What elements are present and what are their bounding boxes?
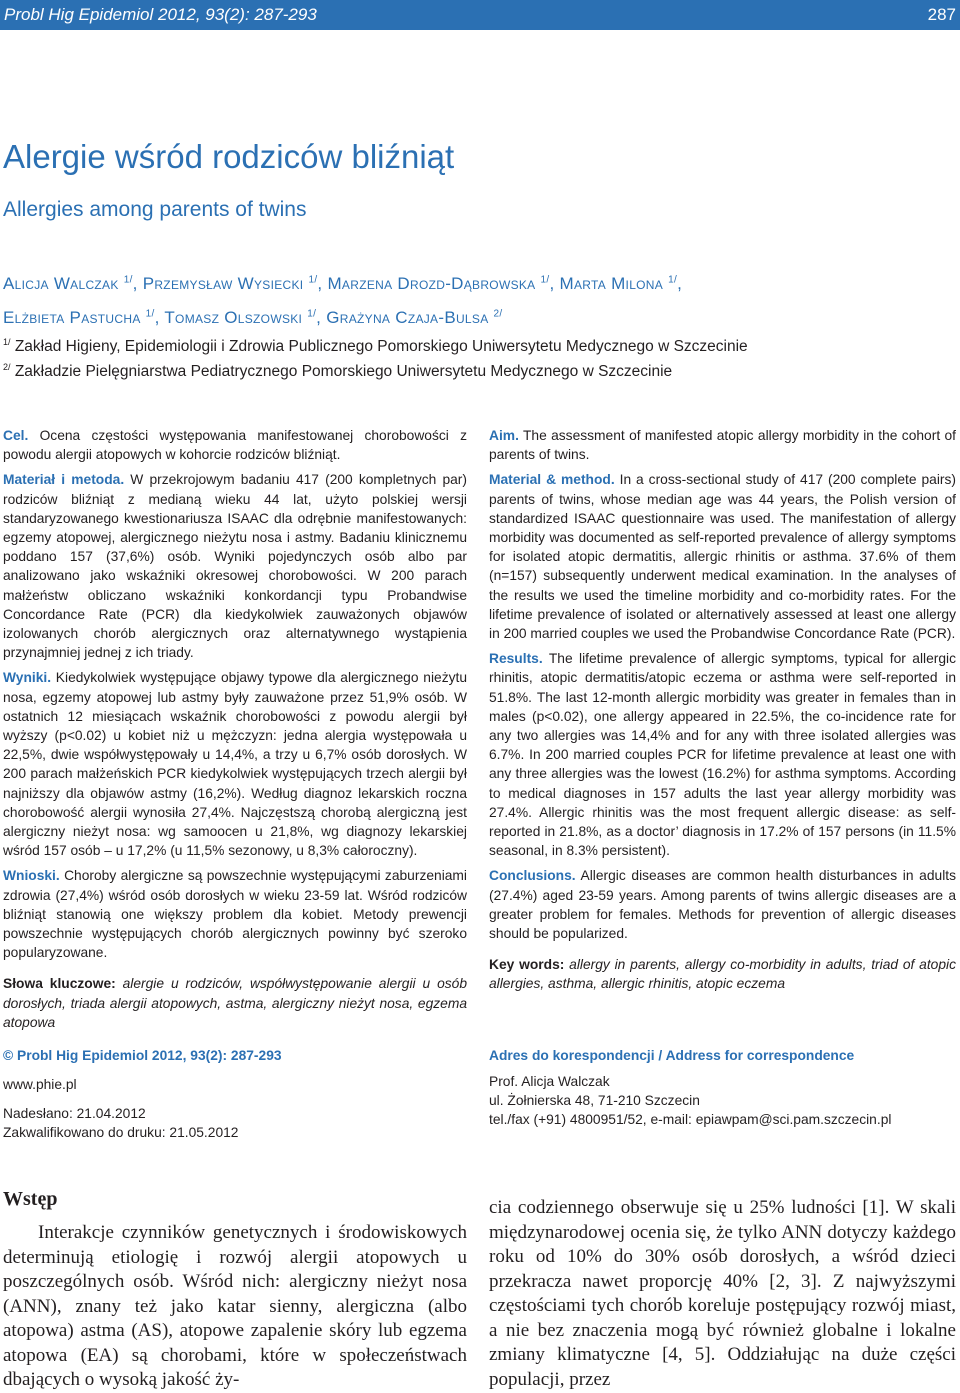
- abstract-methods: Material & method. In a cross-sectional study of 417 (200 complete pairs) parents of twins, whose median age was 44 years, the Polish version of standardized ISAAC questionnaire was used. The manifestation of allergy morbidity was documented as self-reported prevalence of allergy symptoms for isolated atopic dermatitis, allergic rhinitis or asthma. 37.6% of them (n=157) subsequently underwent medical examination. In the analyses of the results we used the timeline morbidity and co-morbidity rates. For the lifetime prevalence of isolated or alternatively assessed at least one allergy in 200 married couples we used the Probandwise Concordance Rate (PCR).: [489, 472, 956, 642]
- article-subtitle: Allergies among parents of twins: [3, 198, 307, 221]
- abstract-conclusions: Wnioski. Choroby alergiczne są powszechnie występującymi zaburzeniami zdrowia (27,4%) wśród osób dorosłych w wieku 23-59 lat. Wśród rodziców bliźniąt stanowią one większy problem dla kobiet. Metody prewencji powszechnie występujących chorób alergicznych powinny być szeroko popularyzowane.: [3, 868, 467, 961]
- author: Grażyna Czaja-Bulsa $^{2/}$: [326, 308, 503, 328]
- website-link[interactable]: www.phie.pl: [3, 1077, 77, 1092]
- correspondence-contact[interactable]: tel./fax (+91) 4800951/52, e-mail: epiawpam@sci.pam.szczecin.pl: [489, 1112, 892, 1127]
- affiliation: $^{2/}$ Zakładzie Pielęgniarstwa Pediatrycznego Pomorskiego Uniwersytetu Medycznego w Szczecinie: [3, 362, 673, 381]
- abstract-methods: Materiał i metoda. W przekrojowym badaniu 417 (200 kompletnych par) rodziców bliźniąt z medianą wieku 44 lat, użyto polskiej wersji standaryzowanego kwestionariusza ISAAC dla odrębnie manifestowanych: egzemy atopowej, alergicznego nieżytu nosa i astmy. Badaniu klinicznemu poddano 157 (37,6%) osób. Wyniki pojedynczych osób albo par analizowano jako wskaźniki okresowej chorobowości. W 200 parach małżeństw obliczano wskaźniki konkordancji typu Probandwise Concordance Rate (PCR) dla kiedykolwiek zauważonych objawów izolowanych chorób alergicznych oraz alternatywnego wystąpienia przynajmniej jednej z ich triady.: [3, 472, 467, 661]
- author-list: [3, 264, 953, 333]
- abstract-aim: Aim. The assessment of manifested atopic allergy morbidity in the cohort of parents of twins.: [489, 428, 956, 463]
- received-date: Nadesłano: 21.04.2012: [3, 1106, 146, 1121]
- author: Elżbieta Pastucha $^{1/}$,: [3, 308, 165, 328]
- citation-block: [3, 1046, 463, 1142]
- article-title: Alergie wśród rodziców bliźniąt: [3, 138, 455, 175]
- citation-line: © Probl Hig Epidemiol 2012, 93(2): 287-293: [3, 1048, 282, 1063]
- abstract-keywords: Słowa kluczowe: alergie u rodziców, współwystępowanie alergii u osób dorosłych, triada alergii atopowych, astma, alergiczny nieżyt nosa, egzema atopowa: [3, 976, 467, 1030]
- abstract-results: Results. The lifetime prevalence of allergic symptoms, typical for allergic rhinitis, atopic dermatitis/atopic eczema or asthma were self-reported in 51.8%. The last 12-month allergic morbidity was greater in females than in males (p<0.02), one allergy appeared in 22.5%, the co-incidence rate for any two allergies was 14,4% and for any with three isolated allergies was 6.7%. In 200 married couples PCR for lifetime prevalence at least one with any three allergies was the lowest (16.2%) for asthma symptoms. According to medical diagnoses in 157 adults the last year allergy morbidity was 27.4%. Allergic rhinitis was the most frequent allergic disease: as self-reported in 21.8%, as a doctor’ diagnosis in 17.2% of 157 persons (in 11.5% seasonal, in 8.3% persistent).: [489, 651, 956, 859]
- body-text-left: Interakcje czynników genetycznych i środowiskowych determinują etiologię i rozwój alergii atopowych u poszczególnych osób. Wśród nich: alergiczny nieżyt nosa (ANN), znany też jako katar sienny, alergiczna (albo atopowa) astma (AS), atopowe zapalenie skóry lub egzema atopowa (EA) są chorobami, które w społeczeństwach dbających o wysoką jakość ży-: [3, 1222, 467, 1390]
- section-heading: Wstęp: [3, 1188, 58, 1210]
- body-text-right: cia codziennego obserwuje się u 25% ludności [1]. W skali międzynarodowej ocenia się, że tylko ANN dotyczy każdego roku od 10% do 30% osób dorosłych, a wśród dzieci przekracza nawet proporcję 40% [2, 3]. Z najwyższymi częstościami tych chorób koreluje postępujący rozwój miast, a nie bez znaczenia mogą być również globalne i lokalne zmiany klimatyczne [4, 5]. Oddziałując na duże części populacji, przez: [489, 1197, 956, 1390]
- author: Marta Milona $^{1/}$,: [559, 273, 683, 293]
- abstract-conclusions: Conclusions. Allergic diseases are common health disturbances in adults (27.4%) aged 23-59 years. Among parents of twins allergic diseases are a greater problem for females. Methods for prevention of allergic diseases should be popularized.: [489, 868, 956, 942]
- correspondence-block: [489, 1046, 956, 1129]
- correspondence-name: Prof. Alicja Walczak: [489, 1074, 610, 1089]
- author: Marzena Drozd-Dąbrowska $^{1/}$,: [327, 273, 560, 293]
- accepted-date: Zakwalifikowano do druku: 21.05.2012: [3, 1125, 239, 1140]
- journal-header-bar: [0, 0, 960, 30]
- abstract-english: [489, 426, 956, 1000]
- page-number: 287: [927, 5, 956, 24]
- correspondence-heading: Adres do korespondencji / Address for correspondence: [489, 1048, 855, 1063]
- author: Przemysław Wysiecki $^{1/}$,: [142, 273, 328, 293]
- abstract-results: Wyniki. Kiedykolwiek występujące objawy typowe dla alergicznego nieżytu nosa, egzemy atopowej lub astmy były zauważone przez 51,9% osób. W ostatnich 12 miesiącach wskaźnik chorobowości z powodu alergii był wyższy (p<0.02) u kobiet niż u mężczyzn: jedna alergia występowała u 22,5%, dwie współwystępowały u 14,4%, a trzy u 6,7% osób dorosłych. W 200 parach małżeńskich PCR kiedykolwiek występujących trzech alergii był najniższy dla objawów astmy (16,2%). Według diagnoz lekarskich roczna chorobowość alergii wynosiła 27,4%. Najczęstszą chorobą alergiczną jest alergiczny nieżyt nosa: wg samoocen u 21,8%, wg diagnozy lekarskiej wśród 157 osób – u 17,2% (u 11,5% sezonowy, u 8,3% całoroczny).: [3, 670, 467, 859]
- affiliation: $^{1/}$ Zakład Higieny, Epidemiologii i Zdrowia Publicznego Pomorskiego Uniwersytetu Medycznego w Szczecinie: [3, 337, 748, 356]
- correspondence-street: ul. Żołnierska 48, 71-210 Szczecin: [489, 1093, 700, 1108]
- author: Alicja Walczak $^{1/}$,: [3, 273, 143, 293]
- abstract-aim: Cel. Ocena częstości występowania manifestowanej chorobowości z powodu alergii atopowych w kohorcie rodziców bliźniąt.: [3, 428, 467, 463]
- journal-citation-header: Probl Hig Epidemiol 2012, 93(2): 287-293: [4, 5, 317, 24]
- author: Tomasz Olszowski $^{1/}$,: [164, 308, 327, 328]
- abstract-keywords: Key words: allergy in parents, allergy co-morbidity in adults, triad of atopic allergies, asthma, allergic rhinitis, atopic eczema: [489, 957, 956, 992]
- abstract-polish: [3, 426, 467, 1038]
